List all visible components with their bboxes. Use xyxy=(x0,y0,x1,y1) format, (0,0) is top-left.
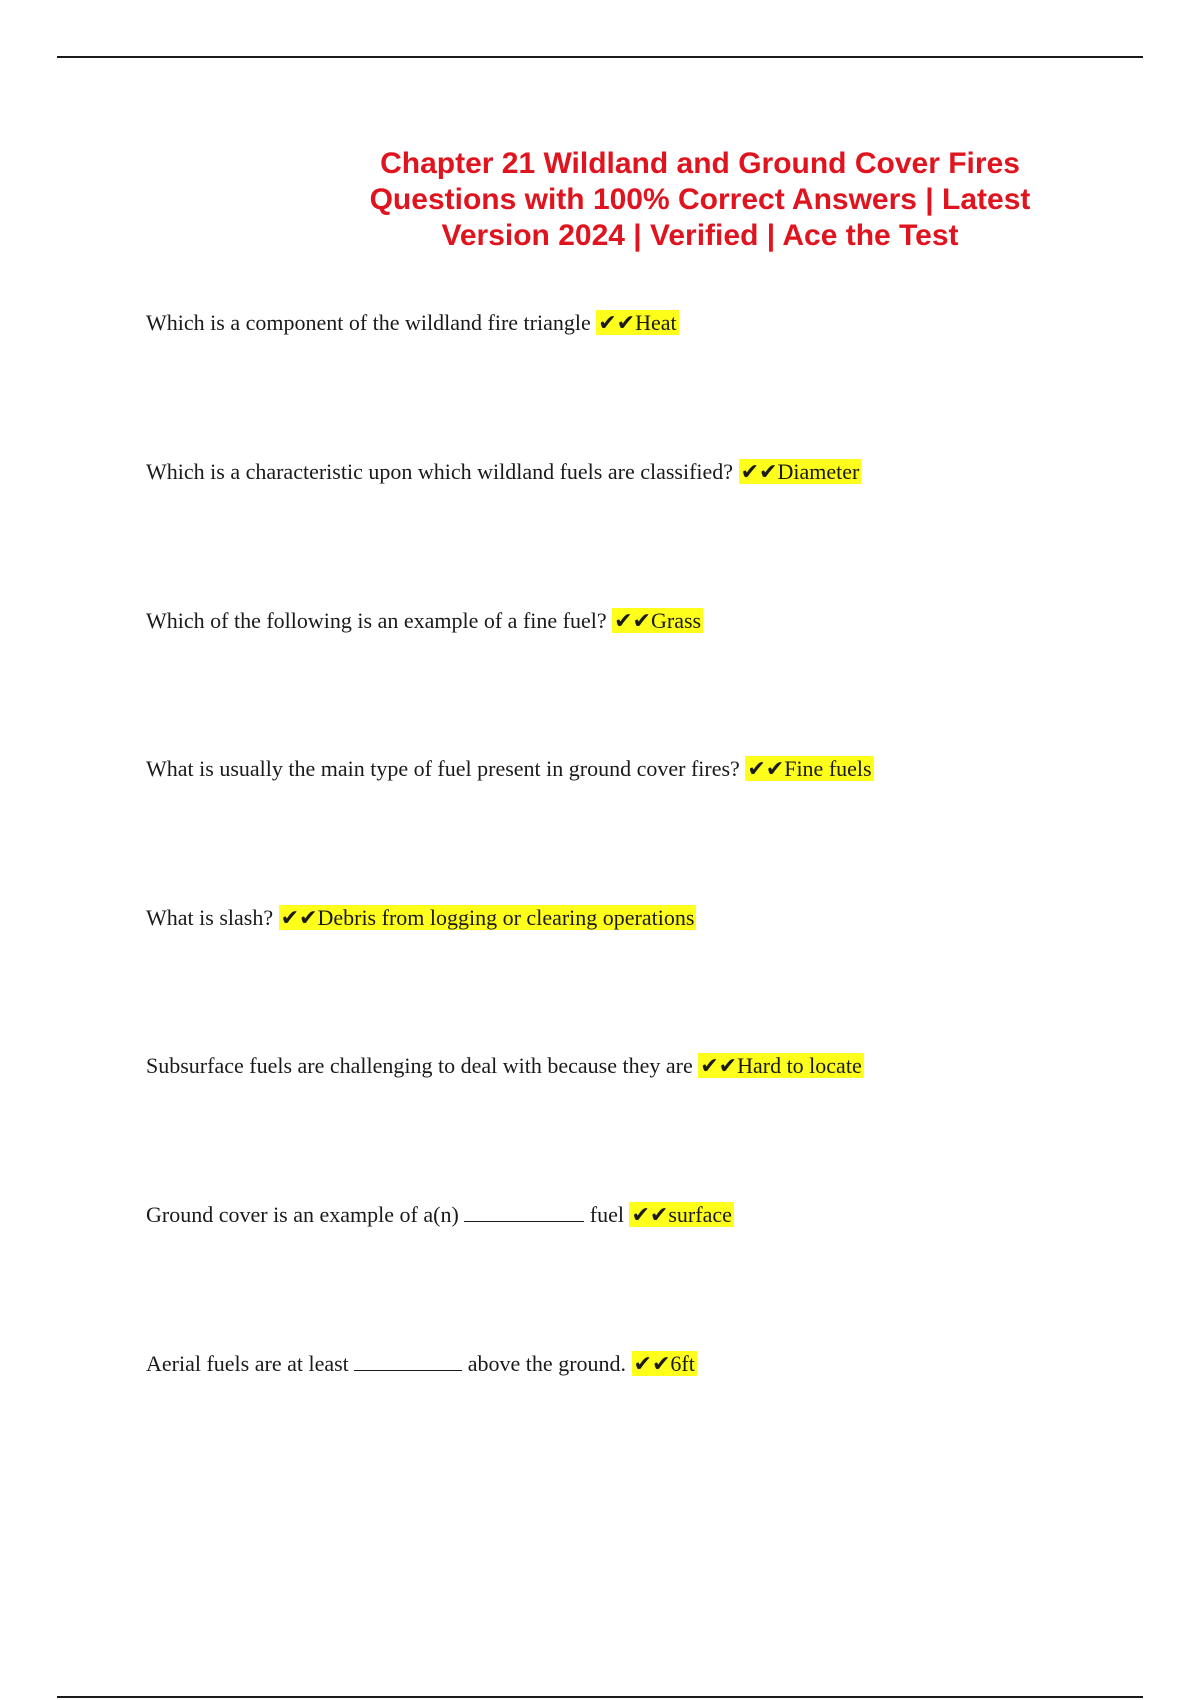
answer-text: Debris from logging or clearing operations xyxy=(317,905,695,930)
bottom-rule xyxy=(57,1696,1143,1698)
checkmark-icon: ✔✔ xyxy=(614,608,651,633)
answer-highlight xyxy=(612,608,703,633)
answer-highlight xyxy=(698,1053,863,1078)
question-4 xyxy=(146,754,1146,784)
checkmark-icon: ✔✔ xyxy=(700,1053,738,1078)
question-text: What is slash? xyxy=(146,905,274,930)
question-text: Which is a component of the wildland fire triangle xyxy=(146,310,591,335)
answer-highlight xyxy=(629,1202,733,1227)
question-2 xyxy=(146,457,1146,487)
title-line-2: Questions with 100% Correct Answers | Latest xyxy=(369,183,1031,216)
answer-text: Grass xyxy=(651,608,702,633)
top-rule xyxy=(57,56,1143,58)
answer-text: Fine fuels xyxy=(784,756,872,781)
question-text: Which of the following is an example of a fine fuel? xyxy=(146,608,607,633)
question-1 xyxy=(146,308,1146,338)
checkmark-icon: ✔✔ xyxy=(598,310,636,335)
checkmark-icon: ✔✔ xyxy=(631,1202,669,1227)
checkmark-icon: ✔✔ xyxy=(740,459,778,484)
checkmark-icon: ✔✔ xyxy=(633,1351,671,1376)
answer-highlight xyxy=(739,459,862,484)
checkmark-icon: ✔✔ xyxy=(747,756,785,781)
question-5 xyxy=(146,903,1146,933)
answer-text: Hard to locate xyxy=(737,1053,862,1078)
question-text-after: fuel xyxy=(589,1202,624,1227)
answer-text: Diameter xyxy=(777,459,860,484)
answer-highlight xyxy=(596,310,678,335)
fill-in-blank xyxy=(464,1220,584,1222)
question-6 xyxy=(146,1051,1146,1081)
title-line-1: Chapter 21 Wildland and Ground Cover Fires xyxy=(380,147,1020,180)
checkmark-icon: ✔✔ xyxy=(280,905,318,930)
question-text: Subsurface fuels are challenging to deal with because they are xyxy=(146,1053,693,1078)
answer-highlight xyxy=(632,1351,697,1376)
question-text-before: Aerial fuels are at least xyxy=(146,1351,349,1376)
answer-text: Heat xyxy=(635,310,677,335)
question-text: Which is a characteristic upon which wildland fuels are classified? xyxy=(146,459,734,484)
answer-highlight xyxy=(279,905,697,930)
answer-highlight xyxy=(745,756,873,781)
question-text: What is usually the main type of fuel present in ground cover fires? xyxy=(146,756,740,781)
title-line-3: Version 2024 | Verified | Ace the Test xyxy=(441,219,959,252)
question-text-after: above the ground. xyxy=(467,1351,627,1376)
document-title xyxy=(330,146,1070,254)
question-7 xyxy=(146,1200,1146,1230)
question-text-before: Ground cover is an example of a(n) xyxy=(146,1202,459,1227)
fill-in-blank xyxy=(354,1369,462,1371)
answer-text: surface xyxy=(668,1202,732,1227)
question-3 xyxy=(146,606,1146,636)
answer-text: 6ft xyxy=(670,1351,695,1376)
question-8 xyxy=(146,1349,1146,1379)
